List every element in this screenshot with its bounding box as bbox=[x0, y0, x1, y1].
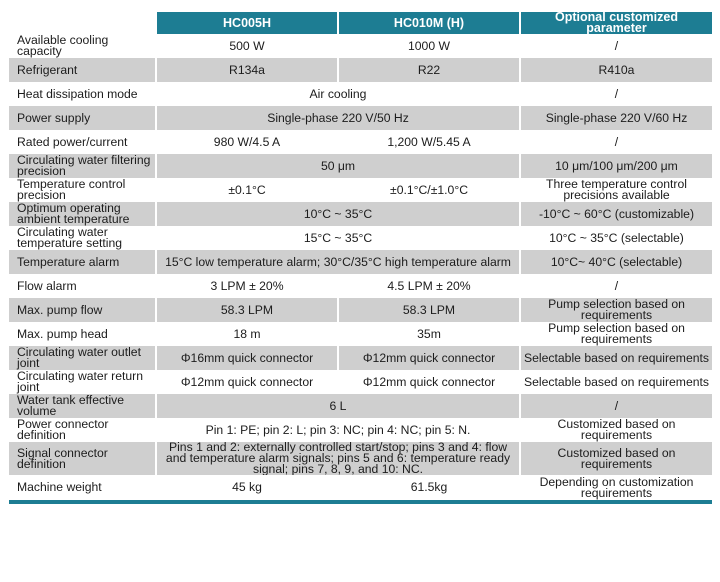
header-optional-params: Optional customized parameter bbox=[520, 12, 712, 34]
row-label: Available cooling capacity bbox=[9, 34, 156, 58]
table-body bbox=[9, 34, 712, 500]
row-value-hc010m: 4.5 LPM ± 20% bbox=[338, 274, 520, 298]
row-value-hc010m: 1,200 W/5.45 A bbox=[338, 130, 520, 154]
row-label: Circulating water filtering precision bbox=[9, 154, 156, 178]
row-label: Machine weight bbox=[9, 475, 156, 500]
header-blank bbox=[9, 12, 156, 34]
row-value-hc005h: Φ12mm quick connector bbox=[156, 370, 338, 394]
row-value-hc010m: Φ12mm quick connector bbox=[338, 370, 520, 394]
row-value-optional: Pump selection based on requirements bbox=[520, 322, 712, 346]
row-label: Flow alarm bbox=[9, 274, 156, 298]
row-label: Refrigerant bbox=[9, 58, 156, 82]
row-value-optional: Three temperature control precisions available bbox=[520, 178, 712, 202]
row-value-optional: Customized based on requirements bbox=[520, 442, 712, 475]
row-value-optional: / bbox=[520, 274, 712, 298]
row-shared-value: 10°C ~ 35°C bbox=[156, 202, 520, 226]
row-value-optional: Depending on customization requirements bbox=[520, 475, 712, 500]
table-header-row bbox=[9, 12, 712, 34]
row-value-hc005h: 980 W/4.5 A bbox=[156, 130, 338, 154]
row-shared-value: 15°C low temperature alarm; 30°C/35°C high temperature alarm bbox=[156, 250, 520, 274]
table-row bbox=[9, 154, 712, 178]
row-value-hc005h: R134a bbox=[156, 58, 338, 82]
row-value-hc010m: R22 bbox=[338, 58, 520, 82]
table-row bbox=[9, 130, 712, 154]
row-value-hc005h: 58.3 LPM bbox=[156, 298, 338, 322]
row-value-hc005h: 3 LPM ± 20% bbox=[156, 274, 338, 298]
row-label: Optimum operating ambient temperature bbox=[9, 202, 156, 226]
table-row bbox=[9, 34, 712, 58]
row-shared-value: Single-phase 220 V/50 Hz bbox=[156, 106, 520, 130]
row-value-optional: Single-phase 220 V/60 Hz bbox=[520, 106, 712, 130]
row-value-hc005h: 18 m bbox=[156, 322, 338, 346]
row-value-optional: / bbox=[520, 394, 712, 418]
table-row bbox=[9, 250, 712, 274]
row-value-hc005h: 500 W bbox=[156, 34, 338, 58]
table-row bbox=[9, 298, 712, 322]
row-shared-value: 15°C ~ 35°C bbox=[156, 226, 520, 250]
table-row bbox=[9, 274, 712, 298]
row-label: Heat dissipation mode bbox=[9, 82, 156, 106]
table-row bbox=[9, 442, 712, 475]
table-row bbox=[9, 178, 712, 202]
row-value-optional: 10°C~ 40°C (selectable) bbox=[520, 250, 712, 274]
row-value-optional: 10 μm/100 μm/200 μm bbox=[520, 154, 712, 178]
row-value-optional: / bbox=[520, 34, 712, 58]
header-model-hc010m: HC010M (H) bbox=[338, 12, 520, 34]
row-value-optional: / bbox=[520, 82, 712, 106]
table-row bbox=[9, 346, 712, 370]
row-label: Power connector definition bbox=[9, 418, 156, 442]
row-label: Circulating water temperature setting bbox=[9, 226, 156, 250]
row-value-hc010m: 58.3 LPM bbox=[338, 298, 520, 322]
row-label: Water tank effective volume bbox=[9, 394, 156, 418]
row-value-optional: Selectable based on requirements bbox=[520, 370, 712, 394]
row-label: Power supply bbox=[9, 106, 156, 130]
spec-table bbox=[9, 12, 712, 500]
table-row bbox=[9, 58, 712, 82]
row-value-hc005h: 45 kg bbox=[156, 475, 338, 500]
row-value-hc010m: 35m bbox=[338, 322, 520, 346]
table-row bbox=[9, 226, 712, 250]
table-row bbox=[9, 418, 712, 442]
table-row bbox=[9, 394, 712, 418]
row-label: Max. pump flow bbox=[9, 298, 156, 322]
table-row bbox=[9, 82, 712, 106]
row-shared-value: Air cooling bbox=[156, 82, 520, 106]
row-shared-value: 6 L bbox=[156, 394, 520, 418]
table-bottom-rule bbox=[9, 500, 712, 504]
row-shared-value: Pins 1 and 2: externally controlled start/stop; pins 3 and 4: flow and temperature alarm signals; pins 5 and 6: temperature ready signal; pins 7, 8, 9, and 10: NC. bbox=[156, 442, 520, 475]
row-value-optional: R410a bbox=[520, 58, 712, 82]
row-value-hc010m: ±0.1°C/±1.0°C bbox=[338, 178, 520, 202]
row-label: Signal connector definition bbox=[9, 442, 156, 475]
table-row bbox=[9, 322, 712, 346]
row-shared-value: 50 μm bbox=[156, 154, 520, 178]
row-value-hc010m: 61.5kg bbox=[338, 475, 520, 500]
header-model-hc005h: HC005H bbox=[156, 12, 338, 34]
row-value-optional: Selectable based on requirements bbox=[520, 346, 712, 370]
row-label: Temperature control precision bbox=[9, 178, 156, 202]
row-label: Max. pump head bbox=[9, 322, 156, 346]
row-value-hc010m: Φ12mm quick connector bbox=[338, 346, 520, 370]
table-row bbox=[9, 202, 712, 226]
table-row bbox=[9, 106, 712, 130]
spec-table-container bbox=[9, 12, 712, 504]
row-value-hc005h: Φ16mm quick connector bbox=[156, 346, 338, 370]
table-row bbox=[9, 475, 712, 500]
row-shared-value: Pin 1: PE; pin 2: L; pin 3: NC; pin 4: NC; pin 5: N. bbox=[156, 418, 520, 442]
row-value-hc005h: ±0.1°C bbox=[156, 178, 338, 202]
row-value-hc010m: 1000 W bbox=[338, 34, 520, 58]
row-value-optional: / bbox=[520, 130, 712, 154]
table-row bbox=[9, 370, 712, 394]
row-value-optional: 10°C ~ 35°C (selectable) bbox=[520, 226, 712, 250]
row-value-optional: -10°C ~ 60°C (customizable) bbox=[520, 202, 712, 226]
row-value-optional: Customized based on requirements bbox=[520, 418, 712, 442]
row-label: Temperature alarm bbox=[9, 250, 156, 274]
row-label: Circulating water outlet joint bbox=[9, 346, 156, 370]
row-label: Rated power/current bbox=[9, 130, 156, 154]
row-label: Circulating water return joint bbox=[9, 370, 156, 394]
row-value-optional: Pump selection based on requirements bbox=[520, 298, 712, 322]
